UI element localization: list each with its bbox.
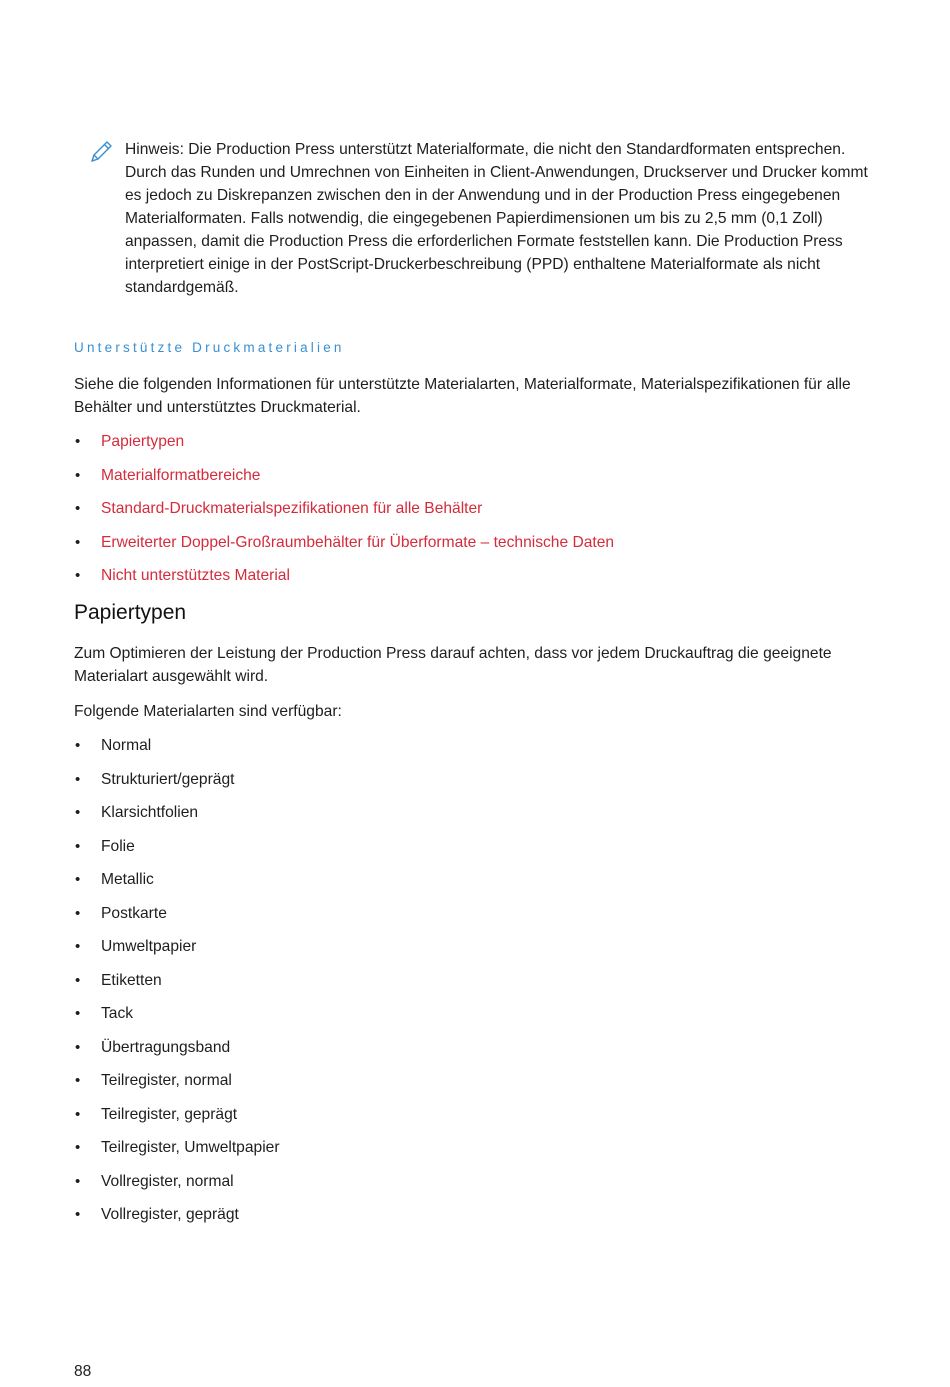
list-item: • Klarsichtfolien — [74, 801, 280, 835]
list-item: • Postkarte — [74, 902, 280, 936]
list-item: • Umweltpapier — [74, 935, 280, 969]
link-standard-spezifikationen[interactable]: • Standard-Druckmaterialspezifikationen für alle Behälter — [74, 497, 614, 531]
list-item: • Teilregister, normal — [74, 1069, 280, 1103]
papiertypen-title: Papiertypen — [74, 601, 187, 624]
note-text: Hinweis: Die Production Press unterstützt Materialformate, die nicht den Standardformaten entsprechen. Durch das Runden und Umrechnen von Einheiten in Client-Anwendungen, Druckserver und Drucker kommt es jedoch zu Diskrepanzen zwischen den in der Anwendung und in der Production Press eingegebenen Materialformaten. Falls notwendig, die eingegebenen Papierdimensionen um bis zu 2,5 mm (0,1 Zoll) anpassen, damit die Production Press die erforderlichen Formate feststellen kann. Die Production Press interpretiert einige in der PostScript-Druckerbeschreibung (PPD) enthaltene Materialformate als nicht standardgemäß. — [125, 141, 868, 296]
list-item: • Vollregister, geprägt — [74, 1203, 280, 1237]
section-intro: Siehe die folgenden Informationen für unterstützte Materialarten, Materialformate, Materialspezifikationen für alle Behälter und unterstütztes Druckmaterial. — [74, 376, 851, 416]
pencil-icon — [88, 139, 114, 165]
link-nicht-unterstuetztes-material[interactable]: • Nicht unterstütztes Material — [74, 564, 614, 598]
page-number: 88 — [74, 1363, 92, 1380]
link-erweiterter-behaelter[interactable]: • Erweiterter Doppel-Großraumbehälter für Überformate – technische Daten — [74, 531, 614, 565]
material-type-list — [74, 734, 280, 1237]
list-item: • Normal — [74, 734, 280, 768]
papiertypen-paragraph: Zum Optimieren der Leistung der Production Press darauf achten, dass vor jedem Druckauftrag die geeignete Materialart ausgewählt wird. — [74, 645, 832, 685]
section-heading: Unterstützte Druckmaterialien — [74, 340, 345, 355]
list-item: • Vollregister, normal — [74, 1170, 280, 1204]
list-item: • Strukturiert/geprägt — [74, 768, 280, 802]
list-item: • Teilregister, geprägt — [74, 1103, 280, 1137]
materialarten-intro: Folgende Materialarten sind verfügbar: — [74, 703, 342, 720]
list-item: • Übertragungsband — [74, 1036, 280, 1070]
list-item: • Etiketten — [74, 969, 280, 1003]
list-item: • Tack — [74, 1002, 280, 1036]
list-item: • Folie — [74, 835, 280, 869]
link-materialformatbereiche[interactable]: • Materialformatbereiche — [74, 464, 614, 498]
list-item: • Metallic — [74, 868, 280, 902]
link-list — [74, 430, 614, 598]
link-papiertypen[interactable]: • Papiertypen — [74, 430, 614, 464]
list-item: • Teilregister, Umweltpapier — [74, 1136, 280, 1170]
